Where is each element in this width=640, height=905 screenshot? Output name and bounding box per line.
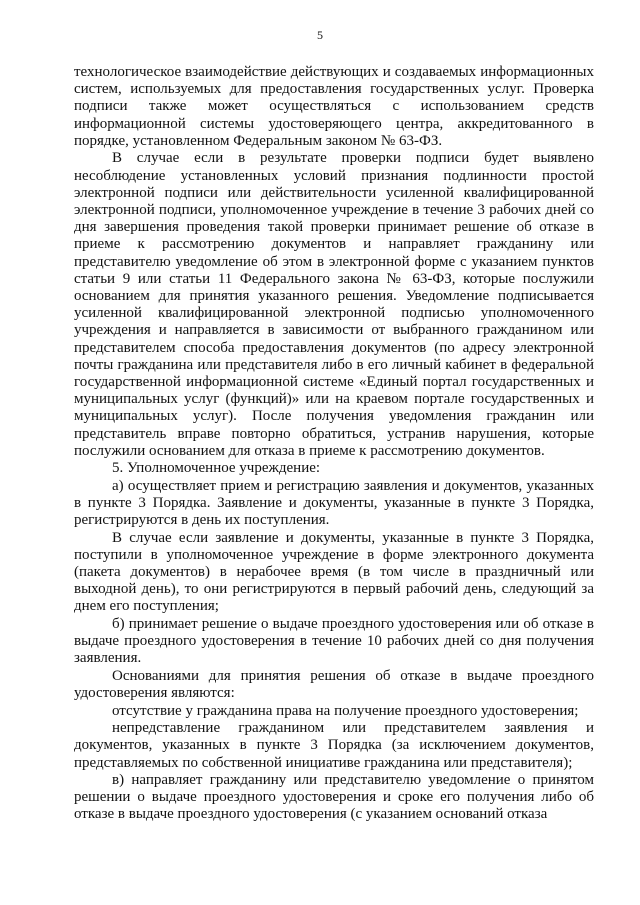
document-body	[74, 64, 594, 824]
paragraph-6: б) принимает решение о выдаче проездного удостоверения или об отказе в выдаче проездного удостоверения в течение 10 рабочих дней со дня получения заявления.	[74, 615, 594, 667]
paragraph-4: а) осуществляет прием и регистрацию заявления и документов, указанных в пункте 3 Порядка. Заявление и документы, указанные в пункте 3 Порядка, регистрируются в день их поступления.	[74, 477, 594, 529]
paragraph-10: в) направляет гражданину или представителю уведомление о принятом решении о выдаче проездного удостоверения и сроке его получения либо об отказе в выдаче проездного удостоверения (с указанием оснований отказа	[74, 772, 594, 823]
page-number: 5	[317, 28, 323, 42]
paragraph-5: В случае если заявление и документы, указанные в пункте 3 Порядка, поступили в уполномоченное учреждение в форме электронного документа (пакета документов) в нерабочее время (в том числе в праздничный или выходной день), то они регистрируются в первый рабочий день, следующий за днем его поступления;	[74, 529, 594, 615]
paragraph-3: 5. Уполномоченное учреждение:	[112, 460, 321, 477]
paragraph-7: Основаниями для принятия решения об отказе в выдаче проездного удостоверения являются:	[74, 667, 594, 702]
paragraph-1: технологическое взаимодействие действующих и создаваемых информационных систем, используемых для предоставления государственных услуг. Проверка подписи также может осуществляться с использованием средств информационной системы удостоверяющего центра, аккредитованного в порядке, установленном Федеральным законом № 63-ФЗ.	[74, 64, 594, 149]
paragraph-8: отсутствие у гражданина права на получение проездного удостоверения;	[112, 702, 579, 719]
paragraph-2: В случае если в результате проверки подписи будет выявлено несоблюдение установленных условий признания подлинности простой электронной подписи или действительности усиленной квалифицированной электронной подписи, уполномоченное учреждение в течение 3 рабочих дней со дня завершения проведения такой проверки принимает решение об отказе в приеме к рассмотрению документов и направляет гражданину или представителю уведомление об этом в электронной форме с указанием пунктов статьи 9 или статьи 11 Федерального закона № 63-ФЗ, которые послужили основанием для принятия указанного решения. Уведомление подписывается усиленной квалифицированной электронной подписью уполномоченного учреждения и направляется в зависимости от выбранного гражданином или представителем способа предоставления документов (по адресу электронной почты гражданина или представителя либо в его личный кабинет в федеральной государственной информационной системе «Единый портал государственных и муниципальных услуг (функций)» или на краевом портале государственных и муниципальных услуг). После получения уведомления гражданин или представитель вправе повторно обратиться, устранив нарушения, которые послужили основанием для отказа в приеме к рассмотрению документов.	[74, 150, 594, 459]
paragraph-9: непредставление гражданином или представителем заявления и документов, указанных в пункте 3 Порядка (за исключением документов, представляемых по собственной инициативе гражданина или представителя);	[74, 720, 594, 771]
